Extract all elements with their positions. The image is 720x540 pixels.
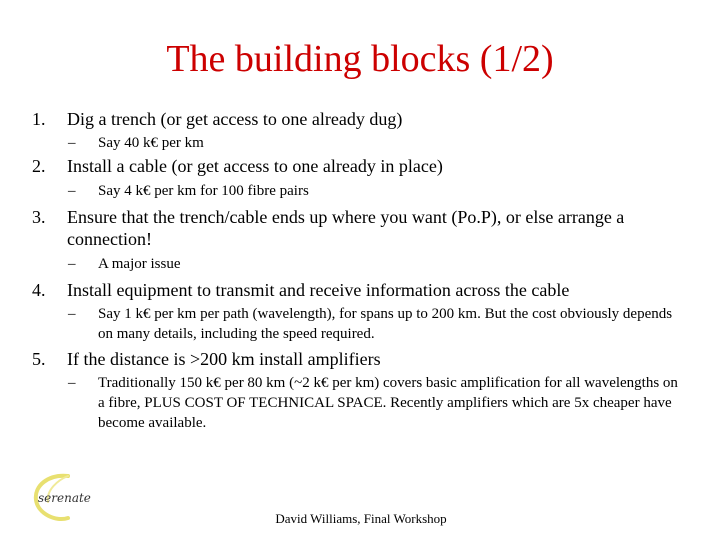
sub-item-5	[68, 373, 688, 433]
sub-item-2	[68, 181, 688, 201]
list-item-number: 3.	[32, 207, 46, 227]
sub-item-1	[68, 133, 688, 153]
dash-bullet: –	[68, 306, 76, 322]
list-item-number: 5.	[32, 349, 46, 369]
list-item-text: Ensure that the trench/cable ends up where you want (Po.P), or else arrange a connection!	[67, 207, 625, 249]
list-item-number: 4.	[32, 280, 46, 300]
dash-bullet: –	[68, 375, 76, 391]
logo-text: serenate	[38, 491, 91, 505]
list-item-3	[32, 206, 692, 250]
list-item-text: If the distance is >200 km install amplifiers	[67, 349, 381, 369]
list-item-5	[32, 348, 692, 370]
slide-title: The building blocks (1/2)	[166, 38, 554, 80]
sub-item-text: Say 1 k€ per km per path (wavelength), for spans up to 200 km. But the cost obviously depends on many details, including the speed required.	[98, 306, 673, 342]
dash-bullet: –	[68, 135, 76, 151]
list-item-number: 1.	[32, 109, 46, 129]
sub-item-4	[68, 304, 688, 344]
list-item-text: Install a cable (or get access to one already in place)	[67, 156, 443, 176]
list-item-2	[32, 155, 692, 177]
list-item-text: Dig a trench (or get access to one already dug)	[67, 109, 403, 129]
sub-item-3	[68, 254, 688, 274]
sub-item-text: Say 4 k€ per km for 100 fibre pairs	[98, 183, 309, 199]
list-item-1	[32, 108, 692, 130]
sub-item-text: Traditionally 150 k€ per 80 km (~2 k€ per km) covers basic amplification for all wavelengths on a fibre, PLUS COST OF TECHNICAL SPACE. Recently amplifiers which are 5x cheaper have become available.	[98, 375, 678, 431]
dash-bullet: –	[68, 256, 76, 272]
list-item-text: Install equipment to transmit and receive information across the cable	[67, 280, 570, 300]
list-item-4	[32, 279, 692, 301]
sub-item-text: Say 40 k€ per km	[98, 135, 204, 151]
dash-bullet: –	[68, 183, 76, 199]
footer	[0, 511, 720, 527]
list-item-number: 2.	[32, 156, 46, 176]
sub-item-text: A major issue	[98, 256, 181, 272]
footer-text: David Williams, Final Workshop	[275, 511, 447, 526]
